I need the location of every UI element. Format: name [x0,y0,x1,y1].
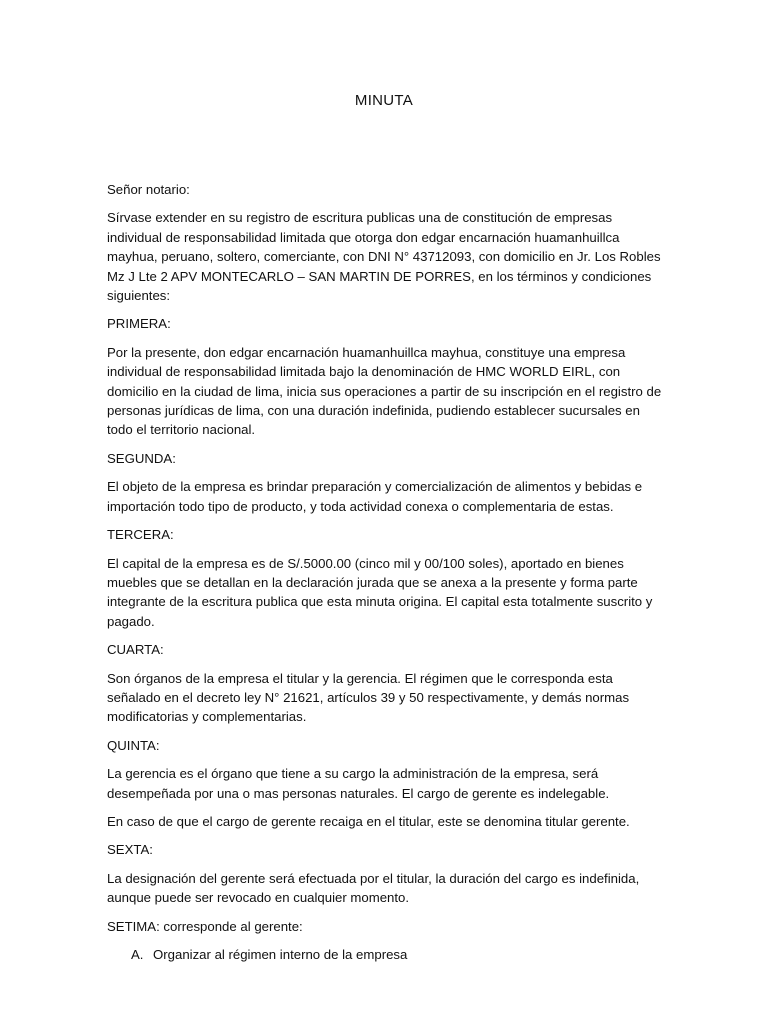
section-paragraph: El objeto de la empresa es brindar preparación y comercialización de alimentos y bebidas e importación todo tipo de producto, y toda actividad conexa o complementaria de estas. [107,479,643,514]
section-heading-sexta: SEXTA: [107,842,153,858]
greeting: Señor notario: [107,182,190,197]
section-paragraph: Son órganos de la empresa el titular y la gerencia. El régimen que le corresponda esta señalado en el decreto ley N° 21621, artículos 39 y 50 respectivamente, y demás normas modificatorias y complementarias. [107,670,630,725]
section-paragraph: El capital de la empresa es de S/.5000.00 (cinco mil y 00/100 soles), aportado en bienes muebles que se detallan en la declaración jurada que se anexa a la presente y forma parte integrante de la escritura publica que esta minuta origina. El capital esta totalmente suscrito y pagado. [107,555,653,629]
document-body [107,180,667,964]
intro-paragraph: Sírvase extender en su registro de escritura publicas una de constitución de empresas individual de responsabilidad limitada que otorga don edgar encarnación huamanhuillca mayhua, peruano, soltero, comerciante, con DNI N° 43712093, con domicilio en Jr. Los Robles Mz J Lte 2 APV MONTECARLO – SAN MARTIN DE PORRES, en los términos y condiciones siguientes: [107,210,661,304]
section-heading-segunda: SEGUNDA: [107,450,176,466]
section-heading-cuarta: CUARTA: [107,642,164,658]
section-heading-quinta: QUINTA: [107,737,160,753]
list-item-text: Organizar al régimen interno de la empresa [153,947,408,962]
section-paragraph: Por la presente, don edgar encarnación huamanhuillca mayhua, constituye una empresa individual de responsabilidad limitada bajo la denominación de HMC WORLD EIRL, con domicilio en la ciudad de lima, inicia sus operaciones a partir de su inscripción en el registro de personas jurídicas de lima, con una duración indefinida, pudiendo establecer sucursales en todo el territorio nacional. [107,344,662,438]
section-paragraph: La gerencia es el órgano que tiene a su cargo la administración de la empresa, será desempeñada por una o mas personas naturales. El cargo de gerente es indelegable. [107,766,610,801]
document-title: MINUTA [354,92,414,109]
section-paragraph: La designación del gerente será efectuada por el titular, la duración del cargo es indefinida, aunque puede ser revocado en cualquier momento. [107,870,640,906]
section-heading-tercera: TERCERA: [107,527,174,543]
section-paragraph: En caso de que el cargo de gerente recaiga en el titular, este se denomina titular gerente. [107,813,630,829]
section-heading-primera: PRIMERA: [107,316,171,332]
manager-duties-list [107,945,667,964]
list-item [107,945,667,964]
section-heading-setima: SETIMA: corresponde al gerente: [107,918,303,934]
list-marker: A. [131,947,144,962]
